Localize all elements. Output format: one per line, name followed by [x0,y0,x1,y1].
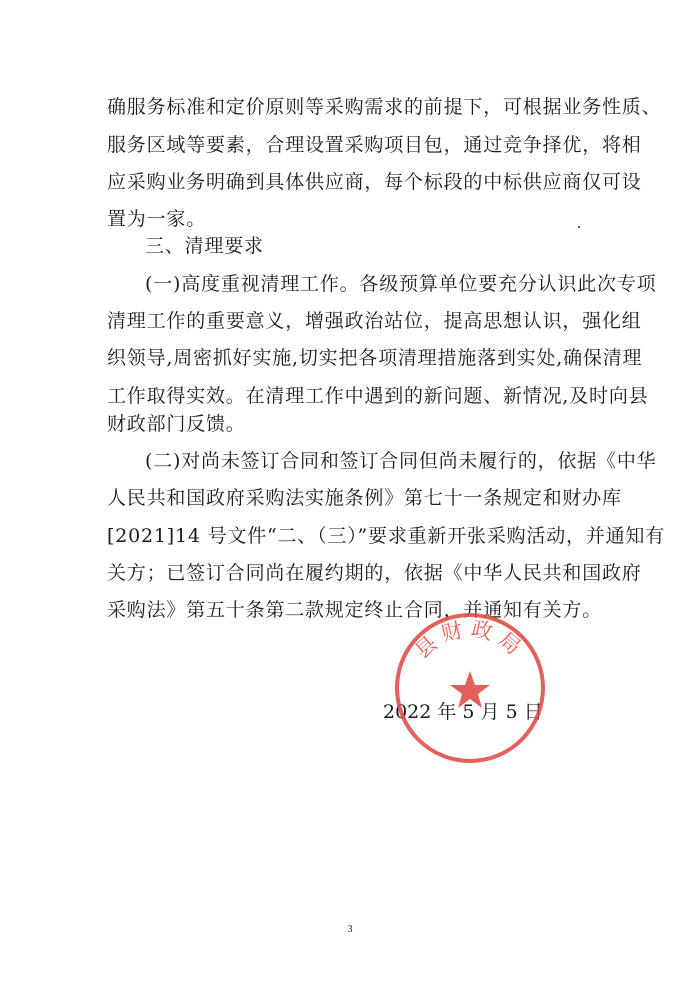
body-line: 确服务标准和定价原则等采购需求的前提下，可根据业务性质、 [107,96,662,118]
body-line: 服务区域等要素，合理设置采购项目包，通过竞争择优，将相 [107,134,642,156]
stray-mark [578,226,580,228]
section-heading: 三、清理要求 [145,235,264,257]
official-seal [393,611,547,765]
paragraph-line: (二)对尚未签订合同和签订合同但尚未履行的，依据《中华 [145,450,657,472]
document-date: 2022 年 5 月 5 日 [383,701,543,723]
paragraph-line: 织领导,周密抓好实施,切实把各项清理措施落到实处,确保清理 [107,347,643,369]
paragraph-line: (一)高度重视清理工作。各级预算单位要充分认识此次专项 [145,273,657,295]
svg-text:县财政局: 县财政局 [410,616,530,664]
paragraph-line: 人民共和国政府采购法实施条例》第七十一条规定和财办库 [107,487,622,509]
paragraph-line: [2021]14 号文件“二、（三）”要求重新开张采购活动，并通知有 [107,525,666,547]
paragraph-line: 清理工作的重要意义，增强政治站位，提高思想认识，强化组 [107,310,642,332]
paragraph-line: 采购法》第五十条第二款规定终止合同，并通知有关方。 [107,599,603,621]
paragraph-line: 财政部门反馈。 [107,413,246,435]
body-line: 应采购业务明确到具体供应商，每个标段的中标供应商仅可设 [107,171,642,193]
paragraph-line: 关方；已签订合同尚在履约期的，依据《中华人民共和国政府 [107,562,642,584]
paragraph-line: 工作取得实效。在清理工作中遇到的新问题、新情况,及时向县 [107,385,649,407]
page-number: 3 [347,924,353,935]
body-line: 置为一家。 [107,208,207,230]
